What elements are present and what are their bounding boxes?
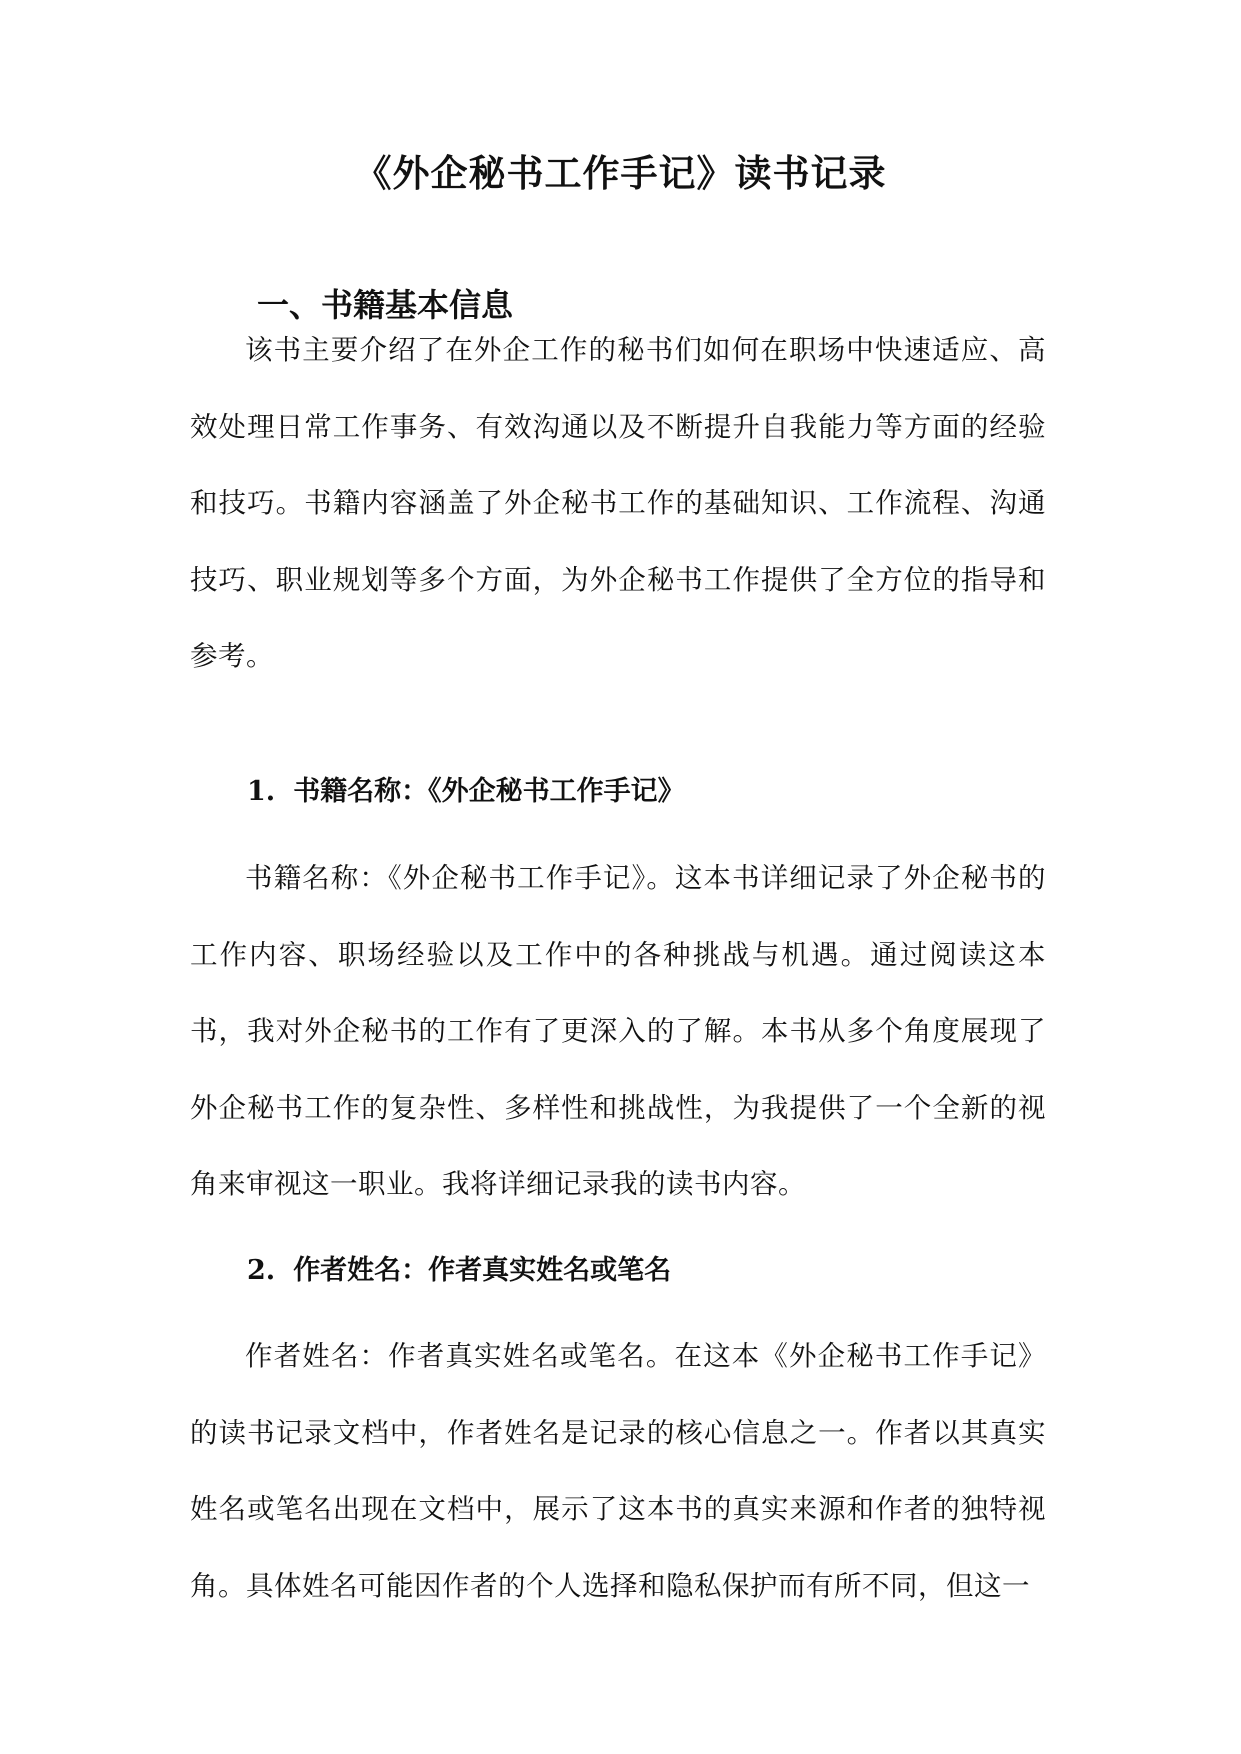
book-title-paragraph: 书籍名称：《外企秘书工作手记》。这本书详细记录了外企秘书的工作内容、职场经验以及工作中的各种挑战与机遇。通过阅读这本书，我对外企秘书的工作有了更深入的了解。本书从多个角度展现了外企秘书工作的复杂性、多样性和挑战性，为我提供了一个全新的视角来审视这一职业。我将详细记录我的读书内容。: [190, 862, 1046, 1200]
subheading-number: 1.: [247, 776, 276, 807]
subheading-author-name: [247, 1251, 671, 1291]
subheading-number: 2.: [247, 1255, 276, 1286]
subheading-text: 作者姓名：作者真实姓名或笔名: [293, 1255, 672, 1286]
author-name-paragraph: 作者姓名：作者真实姓名或笔名。在这本《外企秘书工作手记》的读书记录文档中，作者姓名是记录的核心信息之一。作者以其真实姓名或笔名出现在文档中，展示了这本书的真实来源和作者的独特视角。具体姓名可能因作者的个人选择和隐私保护而有所不同，但这一: [190, 1340, 1046, 1602]
section-intro-paragraph: 该书主要介绍了在外企工作的秘书们如何在职场中快速适应、高效处理日常工作事务、有效沟通以及不断提升自我能力等方面的经验和技巧。书籍内容涵盖了外企秘书工作的基础知识、工作流程、沟通技巧、职业规划等多个方面，为外企秘书工作提供了全方位的指导和参考。: [190, 334, 1046, 672]
subheading-book-title: [247, 772, 685, 812]
subheading-text: 书籍名称：《外企秘书工作手记》: [293, 776, 685, 807]
document-title: 《外企秘书工作手记》读书记录: [354, 151, 887, 195]
section-heading-basic-info: 一、书籍基本信息: [257, 286, 514, 324]
